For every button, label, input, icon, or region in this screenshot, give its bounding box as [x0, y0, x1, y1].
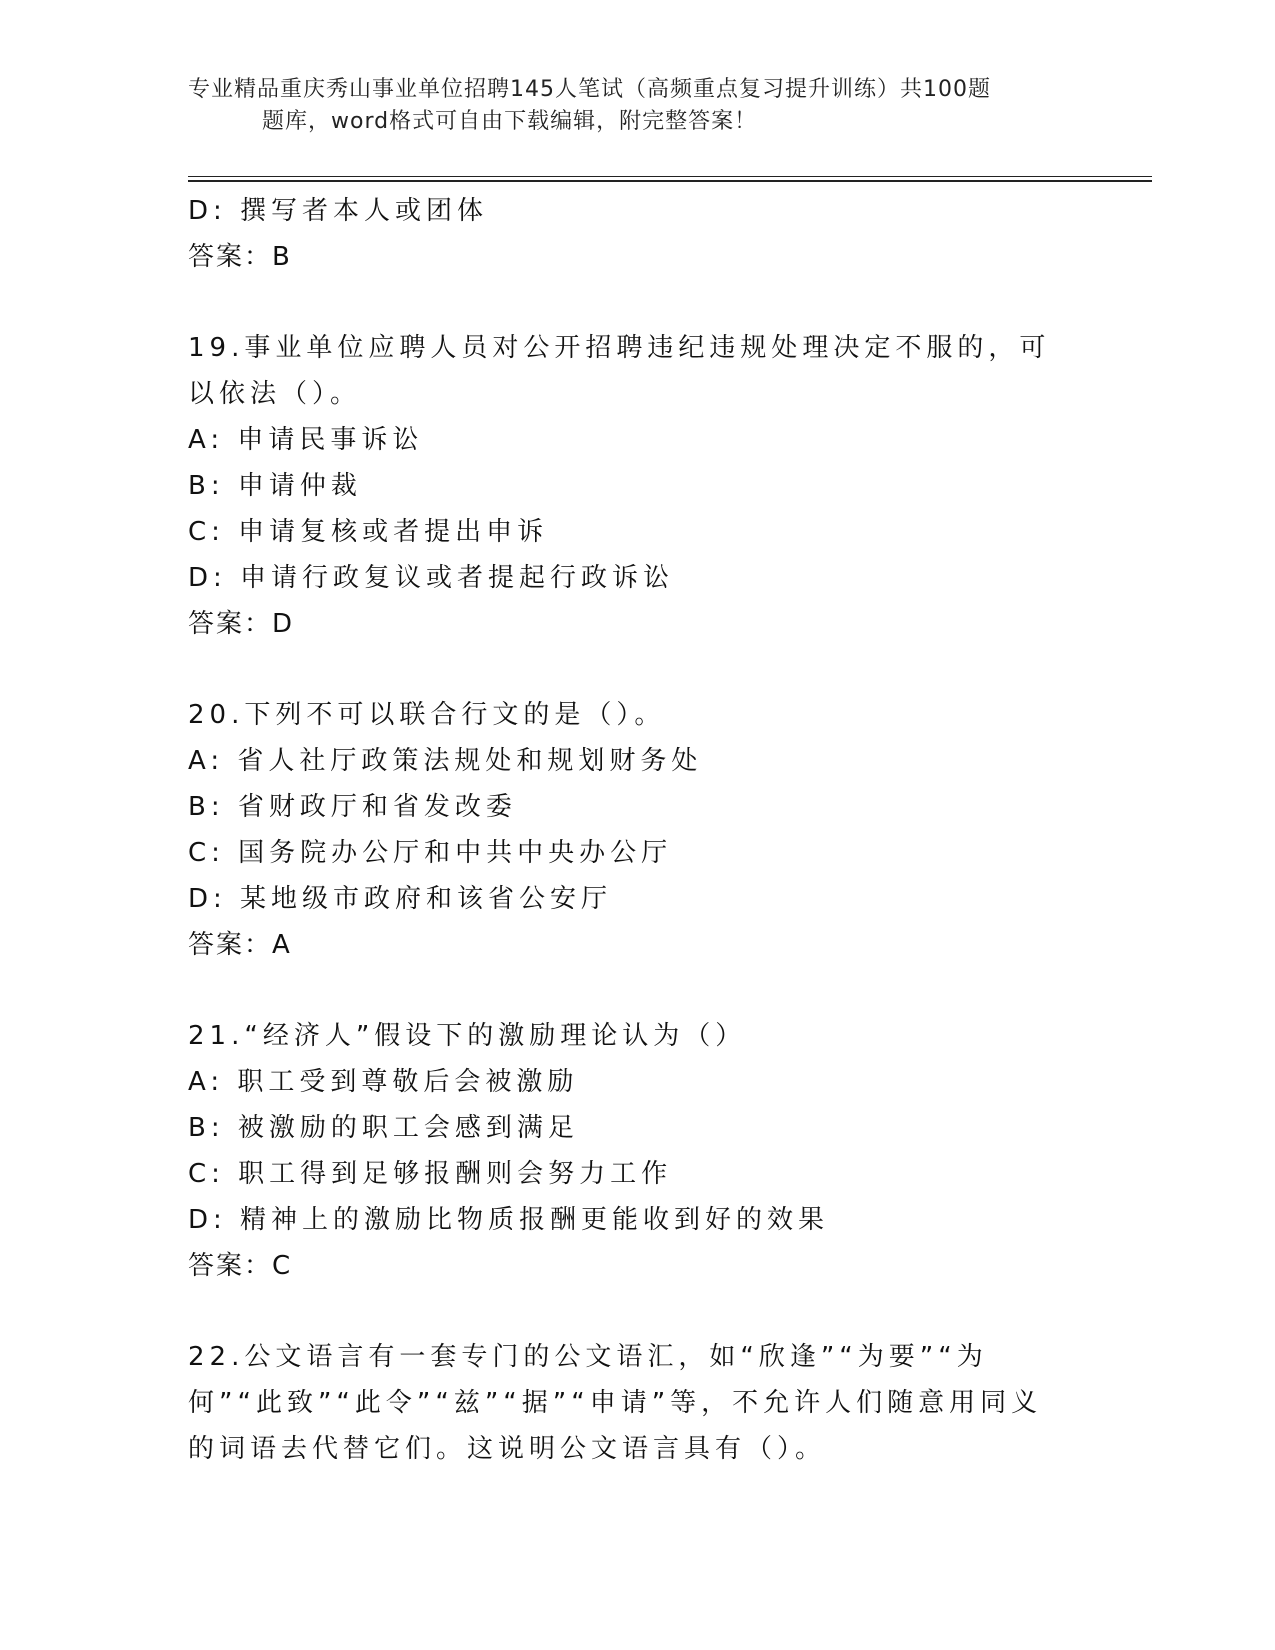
- option-a: A: 申请民事诉讼: [188, 425, 424, 455]
- option-d: D: 精神上的激励比物质报酬更能收到好的效果: [188, 1205, 830, 1235]
- spacer: [188, 1289, 1088, 1334]
- option-a: A: 职工受到尊敬后会被激励: [188, 1067, 579, 1097]
- question-18-tail: [188, 188, 1088, 280]
- option-d: D: 撰写者本人或团体: [188, 196, 489, 226]
- answer-line: 答案：D: [188, 609, 295, 639]
- question-stem: 19.事业单位应聘人员对公开招聘违纪违规处理决定不服的，可以依法（）。: [188, 333, 1051, 409]
- question-content: [188, 188, 1088, 1472]
- option-d: D: 某地级市政府和该省公安厅: [188, 884, 613, 914]
- question-stem: 22.公文语言有一套专门的公文语汇，如“欣逢”“为要”“为何”“此致”“此令”“兹”“据”“申请”等，不允许人们随意用同义的词语去代替它们。这说明公文语言具有（）。: [188, 1342, 1043, 1464]
- option-b: B: 省财政厅和省发改委: [188, 792, 517, 822]
- question-20: [188, 692, 1088, 968]
- question-stem: 20.下列不可以联合行文的是（）。: [188, 700, 666, 730]
- spacer: [188, 647, 1088, 692]
- question-22: [188, 1334, 1088, 1472]
- option-b: B: 被激励的职工会感到满足: [188, 1113, 579, 1143]
- header-divider-thin: [188, 176, 1152, 177]
- document-header: [188, 74, 1068, 138]
- option-c: C: 申请复核或者提出申诉: [188, 517, 549, 547]
- answer-line: 答案：C: [188, 1251, 293, 1281]
- header-divider-thick: [188, 180, 1152, 182]
- question-stem: 21.“经济人”假设下的激励理论认为（）: [188, 1021, 747, 1051]
- option-a: A: 省人社厅政策法规处和规划财务处: [188, 746, 703, 776]
- option-c: C: 职工得到足够报酬则会努力工作: [188, 1159, 673, 1189]
- header-title-line-2: 题库，word格式可自由下载编辑，附完整答案！: [262, 109, 758, 134]
- question-19: [188, 325, 1088, 647]
- answer-line: 答案：A: [188, 930, 292, 960]
- option-d: D: 申请行政复议或者提起行政诉讼: [188, 563, 675, 593]
- spacer: [188, 968, 1088, 1013]
- option-c: C: 国务院办公厅和中共中央办公厅: [188, 838, 673, 868]
- question-21: [188, 1013, 1088, 1289]
- answer-line: 答案：B: [188, 242, 292, 272]
- header-title-line-1: 专业精品重庆秀山事业单位招聘145人笔试（高频重点复习提升训练）共100题: [188, 77, 991, 102]
- spacer: [188, 280, 1088, 325]
- option-b: B: 申请仲裁: [188, 471, 362, 501]
